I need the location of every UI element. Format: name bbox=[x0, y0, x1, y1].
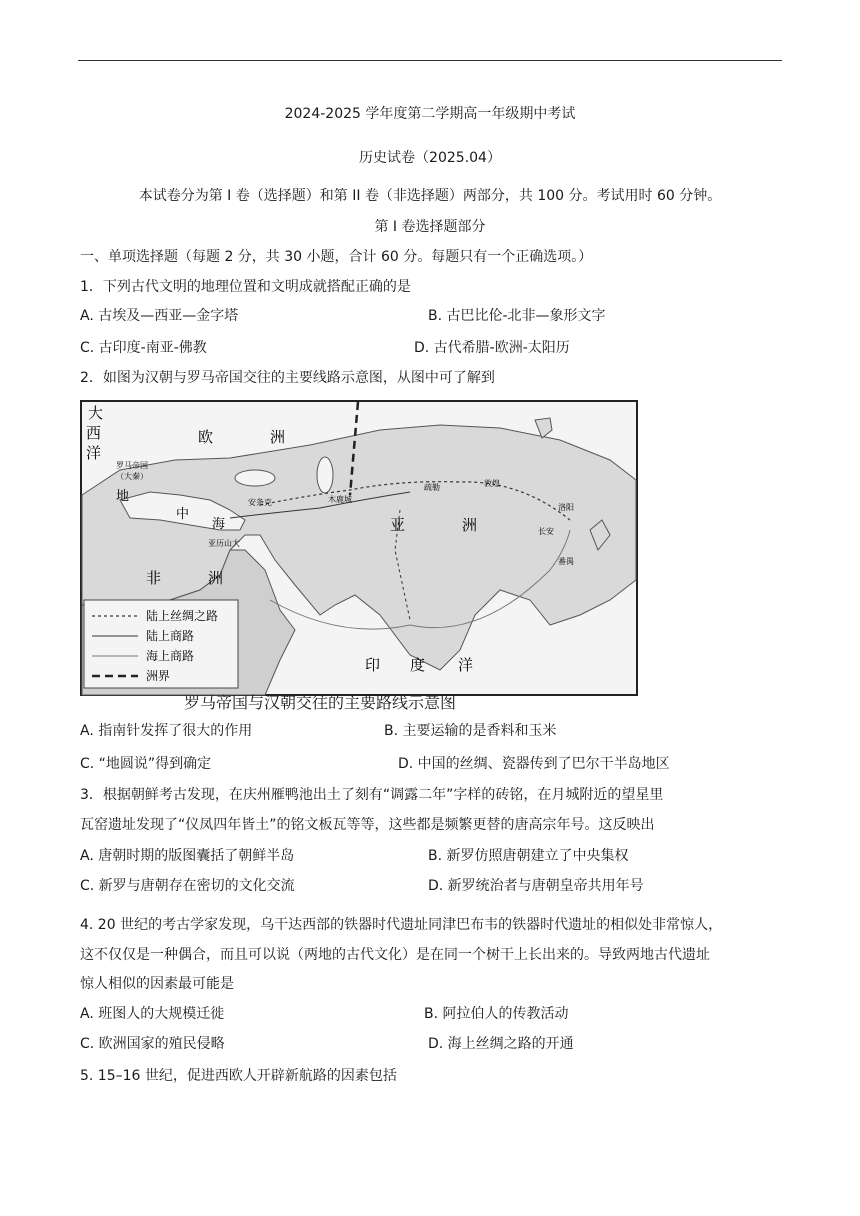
map-label: 疏勒 bbox=[424, 483, 440, 492]
question-stem: 3．根据朝鲜考古发现，在庆州雁鸭池出土了刻有“调露二年”字样的砖铭，在月城附近的望星里 bbox=[80, 787, 664, 803]
exam-intro: 本试卷分为第 I 卷（选择题）和第 II 卷（非选择题）两部分，共 100 分。考试用时 60 分钟。 bbox=[138, 188, 722, 204]
map-label: 洲 bbox=[270, 428, 286, 446]
map-label: 大 bbox=[88, 404, 104, 422]
map-label: 洋 bbox=[458, 656, 474, 674]
black-sea bbox=[235, 470, 275, 486]
option-c[interactable]: C. 古印度-南亚-佛教 bbox=[80, 340, 207, 356]
top-rule bbox=[78, 60, 782, 61]
question-stem: 2．如图为汉朝与罗马帝国交往的主要线路示意图，从图中可了解到 bbox=[80, 370, 495, 386]
part-label: 第 I 卷选择题部分 bbox=[374, 219, 486, 235]
map-label: 罗马帝国 bbox=[116, 461, 148, 470]
option-c[interactable]: C. “地圆说”得到确定 bbox=[80, 756, 212, 772]
map-label: 亚 bbox=[390, 516, 406, 534]
map-label: 印 bbox=[365, 656, 381, 674]
map-label: 长安 bbox=[538, 527, 554, 536]
map-label: 中 bbox=[176, 507, 190, 522]
option-d[interactable]: D. 海上丝绸之路的开通 bbox=[428, 1036, 574, 1052]
map-label: 安条克 bbox=[248, 498, 272, 507]
section-heading: 一、单项选择题（每题 2 分，共 30 小题，合计 60 分。每题只有一个正确选项。） bbox=[80, 249, 593, 265]
option-a[interactable]: A. 指南针发挥了很大的作用 bbox=[80, 723, 253, 739]
map-label: 地 bbox=[116, 489, 130, 504]
legend-label: 洲界 bbox=[146, 669, 171, 683]
option-c[interactable]: C. 欧洲国家的殖民侵略 bbox=[80, 1036, 225, 1052]
option-a[interactable]: A. 古埃及—西亚—金字塔 bbox=[80, 308, 239, 324]
legend-label: 陆上商路 bbox=[146, 629, 195, 643]
question-stem: 惊人相似的因素最可能是 bbox=[80, 976, 234, 992]
map-label: 西 bbox=[86, 424, 102, 442]
legend-label: 陆上丝绸之路 bbox=[146, 609, 219, 623]
question-stem: 瓦窑遗址发现了“仪凤四年皆土”的铭文板瓦等等，这些都是频繁更替的唐高宗年号。这反映出 bbox=[80, 817, 655, 833]
option-a[interactable]: A. 班图人的大规模迁徙 bbox=[80, 1006, 225, 1022]
map-caption: 罗马帝国与汉朝交往的主要路线示意图 bbox=[184, 693, 457, 712]
option-a[interactable]: A. 唐朝时期的版图囊括了朝鲜半岛 bbox=[80, 848, 295, 864]
question-stem: 1．下列古代文明的地理位置和文明成就搭配正确的是 bbox=[80, 279, 411, 295]
map-label: 海 bbox=[212, 517, 226, 532]
option-d[interactable]: D. 新罗统治者与唐朝皇帝共用年号 bbox=[428, 878, 644, 894]
option-b[interactable]: B. 阿拉伯人的传教活动 bbox=[424, 1006, 569, 1022]
legend-label: 海上商路 bbox=[146, 649, 195, 663]
option-b[interactable]: B. 新罗仿照唐朝建立了中央集权 bbox=[428, 848, 629, 864]
exam-title: 2024-2025 学年度第二学期高一年级期中考试 bbox=[284, 106, 576, 122]
map-label: （大秦） bbox=[116, 472, 148, 481]
caspian-sea bbox=[317, 457, 333, 493]
map-label: 欧 bbox=[198, 428, 214, 446]
option-b[interactable]: B. 主要运输的是香料和玉米 bbox=[384, 723, 557, 739]
option-d[interactable]: D. 古代希腊-欧洲-太阳历 bbox=[414, 340, 570, 356]
map-legend bbox=[84, 600, 238, 688]
option-c[interactable]: C. 新罗与唐朝存在密切的文化交流 bbox=[80, 878, 295, 894]
option-b[interactable]: B. 古巴比伦-北非—象形文字 bbox=[428, 308, 606, 324]
option-d[interactable]: D. 中国的丝绸、瓷器传到了巴尔干半岛地区 bbox=[398, 756, 670, 772]
question-stem: 5. 15–16 世纪，促进西欧人开辟新航路的因素包括 bbox=[80, 1068, 397, 1084]
map-label: 洲 bbox=[462, 516, 478, 534]
exam-subtitle: 历史试卷（2025.04） bbox=[359, 150, 501, 166]
map-label: 木鹿城 bbox=[328, 495, 352, 504]
map-label: 洛阳 bbox=[558, 503, 574, 512]
map-label: 洲 bbox=[208, 569, 224, 587]
map-label: 敦煌 bbox=[484, 479, 500, 488]
route-map bbox=[80, 400, 638, 696]
question-stem: 4. 20 世纪的考古学家发现，乌干达西部的铁器时代遗址同津巴布韦的铁器时代遗址的相似处非常惊人， bbox=[80, 917, 723, 933]
map-label: 非 bbox=[146, 569, 162, 587]
map-label: 亚历山大 bbox=[208, 539, 240, 548]
map-label: 番禺 bbox=[558, 557, 574, 566]
question-stem: 这不仅仅是一种偶合，而且可以说（两地的古代文化）是在同一个树干上长出来的。导致两地古代遗址 bbox=[80, 947, 710, 963]
map-label: 洋 bbox=[86, 444, 102, 462]
map-label: 度 bbox=[410, 656, 426, 674]
